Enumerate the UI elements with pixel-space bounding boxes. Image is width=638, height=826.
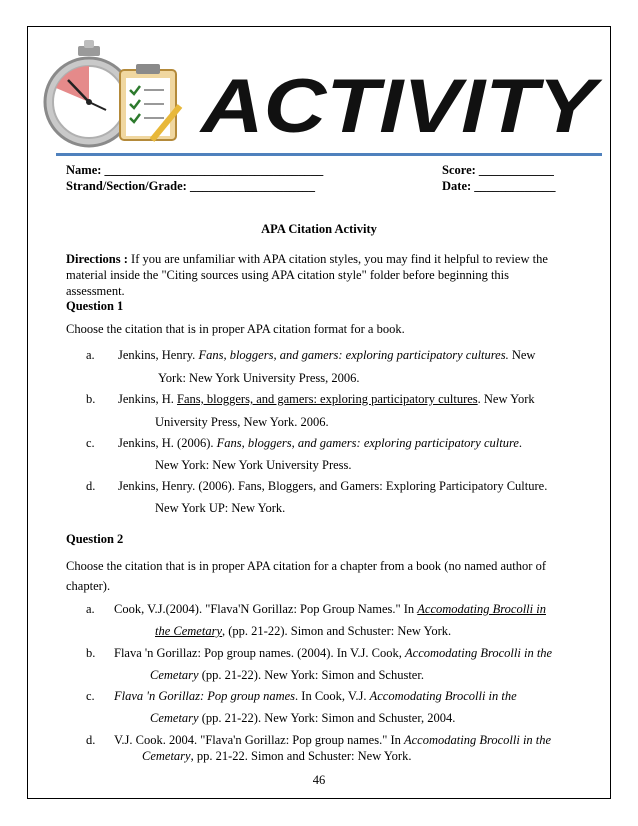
q1-c-letter: c. <box>86 436 95 450</box>
question-2-prompt: Choose the citation that is in proper APA citation for a chapter from a book (no named author of chapter). <box>66 559 546 593</box>
q2-d-line1: V.J. Cook. 2004. "Flava'n Gorillaz: Pop group names." In Accomodating Brocolli in the <box>114 733 552 747</box>
score-field: Score: ____________ <box>442 163 554 177</box>
q1-d-letter: d. <box>86 479 96 493</box>
q2-d-letter: d. <box>86 733 96 747</box>
directions-text: If you are unfamiliar with APA citation styles, you may find it helpful to review the material inside the "Citing sources using APA citation style" folder before beginning this assessment. <box>66 252 548 298</box>
q2-c-line2: Cemetary (pp. 21-22). New York: Simon and Schuster, 2004. <box>150 711 456 725</box>
q2-a-line2: the Cemetary, (pp. 21-22). Simon and Schuster: New York. <box>155 624 452 638</box>
question-2-heading: Question 2 <box>66 532 124 546</box>
q2-b-line2: Cemetary (pp. 21-22). New York: Simon and Schuster. <box>150 668 424 682</box>
name-field: Name: ___________________________________ <box>66 163 324 177</box>
q1-b-line2: University Press, New York. 2006. <box>155 415 329 429</box>
q1-b-letter: b. <box>86 392 96 406</box>
q2-c-line1: Flava 'n Gorillaz: Pop group names. In Cook, V.J. Accomodating Brocolli in the <box>114 689 517 703</box>
question-1-heading: Question 1 <box>66 299 124 313</box>
q2-c-letter: c. <box>86 689 95 703</box>
q1-d-line2: New York UP: New York. <box>155 501 286 515</box>
question-1-prompt: Choose the citation that is in proper APA citation format for a book. <box>66 322 405 336</box>
q1-a-line1: Jenkins, Henry. Fans, bloggers, and gamers: exploring participatory cultures. New <box>118 348 536 362</box>
q2-d-line2: Cemetary, pp. 21-22. Simon and Schuster: New York. <box>142 749 412 763</box>
q1-a-line2: York: New York University Press, 2006. <box>158 371 360 385</box>
q1-c-line2: New York: New York University Press. <box>155 458 352 472</box>
q1-c-line1: Jenkins, H. (2006). Fans, bloggers, and gamers: exploring participatory culture. <box>118 436 523 450</box>
q2-b-letter: b. <box>86 646 96 660</box>
q2-a-line1: Cook, V.J.(2004). "Flava'N Gorillaz: Pop Group Names." In Accomodating Brocolli in <box>114 602 546 616</box>
clipboard-icon <box>120 64 180 140</box>
q2-a-letter: a. <box>86 602 95 616</box>
q2-b-line1: Flava 'n Gorillaz: Pop group names. (2004). In V.J. Cook, Accomodating Brocolli in the <box>114 646 553 660</box>
directions-label: Directions : <box>66 252 128 266</box>
directions <box>66 251 562 299</box>
activity-banner <box>36 40 606 152</box>
q1-b-line1: Jenkins, H. Fans, bloggers, and gamers: exploring participatory cultures. New York <box>118 392 535 406</box>
date-field: Date: _____________ <box>442 179 556 193</box>
q1-d-line1: Jenkins, Henry. (2006). Fans, Bloggers, and Gamers: Exploring Participatory Culture. <box>118 479 548 493</box>
strand-field: Strand/Section/Grade: ____________________ <box>66 179 315 193</box>
page-number: 46 <box>312 773 326 787</box>
header-divider <box>56 153 602 156</box>
activity-title: ACTIVITY <box>198 64 604 149</box>
page-title: APA Citation Activity <box>261 222 377 236</box>
q1-a-letter: a. <box>86 348 95 362</box>
